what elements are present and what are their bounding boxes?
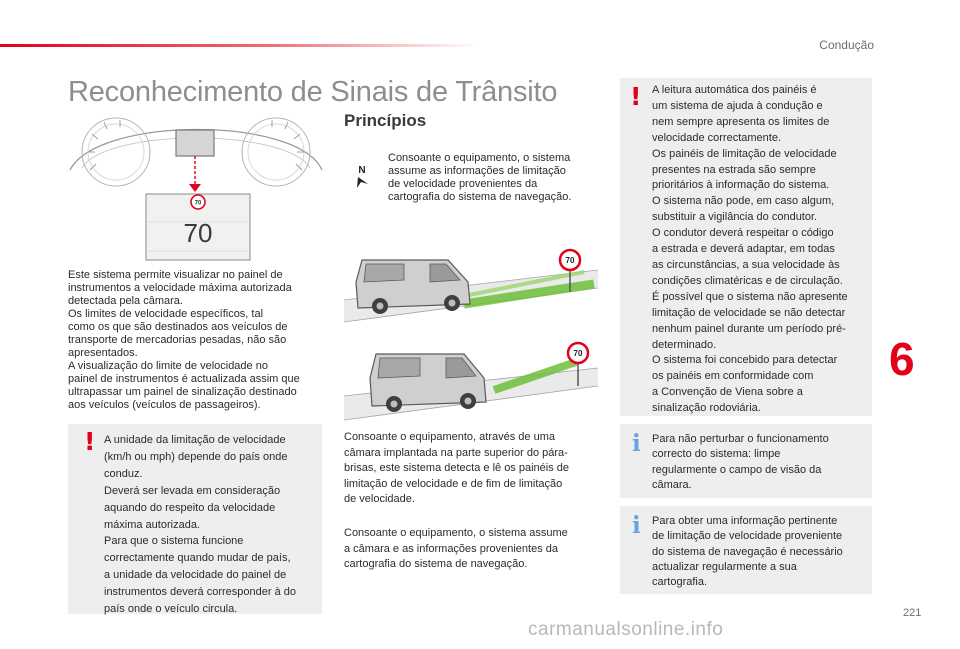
navigation-icon bbox=[344, 160, 380, 190]
section-label: Condução bbox=[819, 38, 874, 52]
van-icon bbox=[356, 260, 470, 314]
header-accent-bar bbox=[0, 44, 480, 47]
warning-icon: ! bbox=[84, 427, 96, 456]
chapter-number: 6 bbox=[889, 333, 915, 385]
principles-heading: Princípios bbox=[344, 111, 427, 130]
road-sign-value: 70 bbox=[565, 256, 575, 265]
road-illustration-sign-passing bbox=[344, 334, 602, 422]
info-icon: i bbox=[632, 430, 641, 457]
nav-arrow bbox=[357, 177, 368, 188]
dashboard-sign-value: 70 bbox=[194, 200, 202, 207]
warning-units-text: A unidade da limitação de velocidade (km/h ou mph) depende do país onde conduz. Deverá ser levada em consideração aquando do respeito da velocidade máxima autorizada. Para que o sistema funcione correctamente quando mudar de país, a unidade da velocidade do painel de instrumentos deverá corresponder à do país onde o veículo circula. bbox=[104, 434, 296, 616]
watermark: carmanualsonline.info bbox=[528, 619, 724, 640]
info-windshield-text: Para não perturbar o funcionamento correcto do sistema: limpe regularmente o campo de visão da câmara. bbox=[652, 433, 829, 491]
principles-nav-text: Consoante o equipamento, o sistema assume as informações de limitação de velocidade provenientes da cartografia do sistema de navegação. bbox=[388, 152, 572, 203]
principles-camera-nav-text: Consoante o equipamento, o sistema assume a câmara e as informações provenientes da cartografia do sistema de navegação. bbox=[344, 527, 568, 570]
dashboard-speed-value: 70 bbox=[183, 218, 213, 248]
principles-camera-text: Consoante o equipamento, através de uma câmara implantada na parte superior do pára- brisas, este sistema detecta e lê os painéis de limitação de velocidade e de fim de limitação de velocidade. bbox=[344, 431, 570, 505]
left-gauge bbox=[82, 118, 150, 186]
warning-icon: ! bbox=[630, 82, 642, 111]
page-title: Reconhecimento de Sinais de Trânsito bbox=[68, 76, 558, 108]
right-gauge bbox=[242, 118, 310, 186]
warning-auto-text: A leitura automática dos painéis é um sistema de ajuda à condução e nem sempre apresenta os limites de velocidade correctamente. Os painéis de limitação de velocidade presentes na estrada são sempre prioritários à informação do sistema. O sistema não pode, em caso algum, substituir a vigilância do condutor. O condutor deverá respeitar o código a estrada e deverá adaptar, em todas as circunstâncias, a sua velocidade às condições climatéricas e de circulação. É possível que o sistema não apresente limitação de velocidade se não detectar nenhum painel durante um período pré- determinado. O sistema foi concebido para detectar os painéis em conformidade com a Convenção de Viena sobre a sinalização rodoviária. bbox=[652, 84, 848, 415]
road-illustration-sign-ahead bbox=[344, 242, 602, 326]
van-icon bbox=[370, 354, 486, 412]
nav-north-letter: N bbox=[358, 165, 366, 176]
info-icon: i bbox=[632, 512, 641, 539]
intro-text: Este sistema permite visualizar no painel de instrumentos a velocidade máxima autorizada detectada pela câmara. Os limites de velocidade específicos, tal como os que são destinados aos veículos de transporte de mercadorias pesadas, não são apresentados. A visualização do limite de velocidade no painel de instrumentos é actualizada assim que ultrapassar um painel de sinalização destinado aos veículos (veículos de passageiros). bbox=[68, 269, 300, 411]
pointer-arrow-head bbox=[189, 184, 201, 192]
road-sign-value-2: 70 bbox=[573, 349, 583, 358]
page-number: 221 bbox=[903, 607, 922, 619]
dashboard-illustration bbox=[68, 108, 324, 266]
info-cartography-text: Para obter uma informação pertinente de limitação de velocidade proveniente do sistema de navegação é necessário actualizar regularmente a sua cartografia. bbox=[652, 515, 843, 589]
center-screen bbox=[176, 130, 214, 156]
